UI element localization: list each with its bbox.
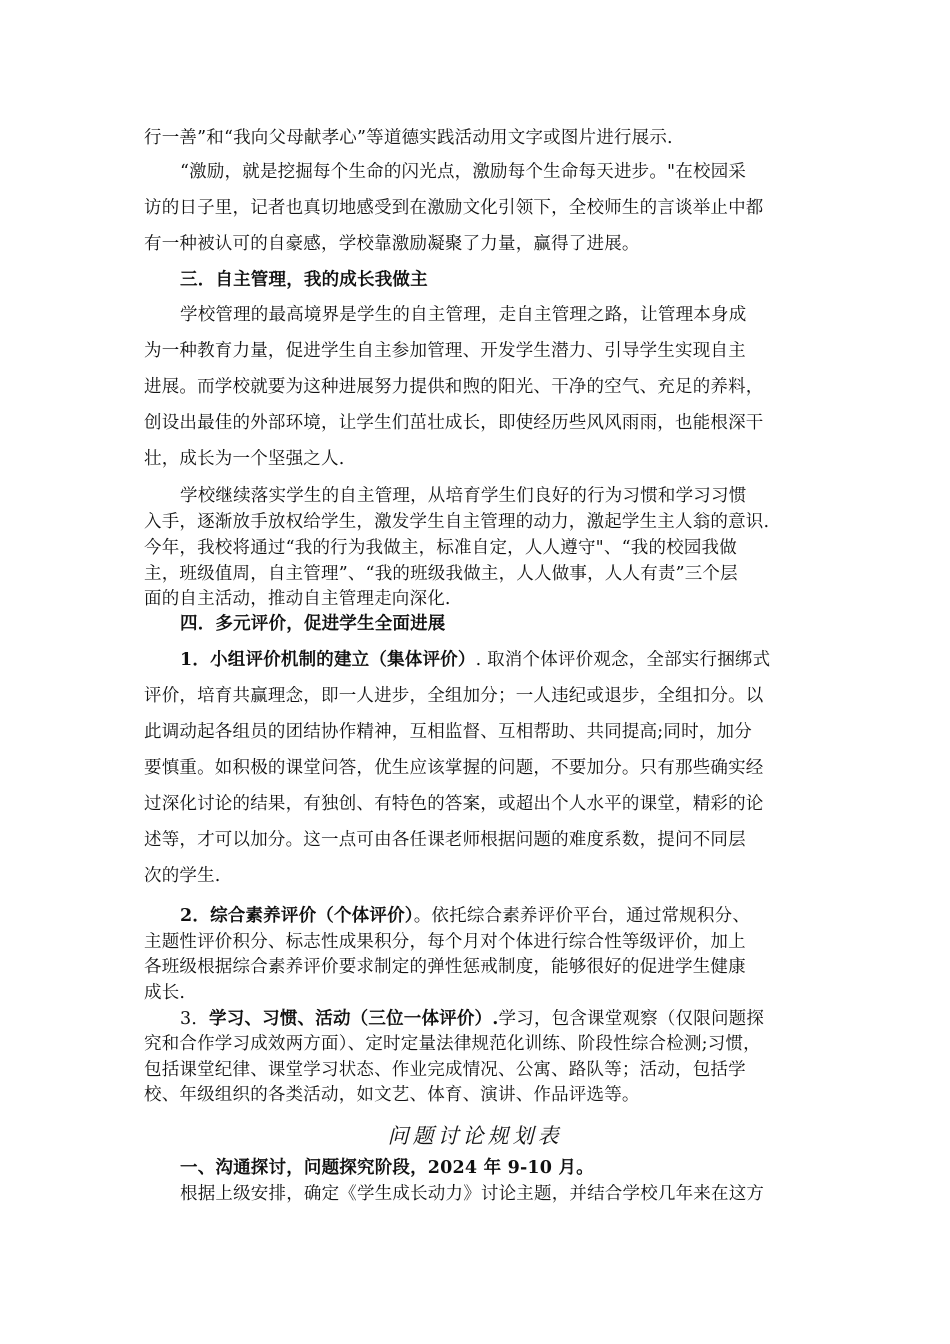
paragraph-line: 究和合作学习成效两方面）、定时定量法律规范化训练、阶段性综合检测;习惯， xyxy=(144,1034,761,1054)
paragraph-line: 根据上级安排，确定《学生成长动力》讨论主题，并结合学校几年来在这方 xyxy=(180,1184,765,1204)
paragraph-line: “激励，就是挖掘每个生命的闪光点，激励每个生命每天进步。"在校园采 xyxy=(180,162,747,182)
page-title: 问题讨论规划表 xyxy=(387,1124,563,1148)
subheading-text: 学习、习惯、活动（三位一体评价）. xyxy=(209,1009,499,1029)
paragraph-text: 学习，包含课堂观察（仅限问题探 xyxy=(498,1009,765,1029)
paragraph-line: 成长. xyxy=(144,983,186,1003)
paragraph-line: 学校管理的最高境界是学生的自主管理，走自主管理之路，让管理本身成 xyxy=(180,305,747,325)
paragraph-line: 访的日子里，记者也真切地感受到在激励文化引领下，全校师生的言谈举止中都 xyxy=(144,198,764,218)
paragraph-line xyxy=(180,906,814,926)
paragraph-line: 为一种教育力量，促进学生自主参加管理、开发学生潜力、引导学生实现自主 xyxy=(144,341,746,361)
paragraph-line: 有一种被认可的自豪感，学校靠激励凝聚了力量，赢得了进展。 xyxy=(144,234,640,254)
paragraph-line: 主题性评价积分、标志性成果积分，每个月对个体进行综合性等级评价，加上 xyxy=(144,932,746,952)
paragraph-line: 入手，逐渐放手放权给学生，激发学生自主管理的动力，激起学生主人翁的意识. xyxy=(144,512,770,532)
paragraph-line: 各班级根据综合素养评价要求制定的弹性惩戒制度，能够很好的促进学生健康 xyxy=(144,957,746,977)
section-heading: 四．多元评价，促进学生全面进展 xyxy=(180,614,446,634)
subheading-text: 2．综合素养评价（个体评价） xyxy=(180,906,414,926)
paragraph-line: 评价，培育共赢理念，即一人进步，全组加分；一人违纪或退步，全组扣分。以 xyxy=(144,686,764,706)
paragraph-line: 壮，成长为一个坚强之人. xyxy=(144,449,345,469)
paragraph-line: 过深化讨论的结果，有独创、有特色的答案，或超出个人水平的课堂，精彩的论 xyxy=(144,794,764,814)
paragraph-line: 次的学生. xyxy=(144,866,221,886)
section-heading: 一、沟通探讨，问题探究阶段，2024 年 9-10 月。 xyxy=(180,1158,594,1178)
paragraph-line: 此调动起各组员的团结协作精神，互相监督、互相帮助、共同提高;同时，加分 xyxy=(144,722,752,742)
paragraph-line xyxy=(180,650,814,670)
subheading-text: 1．小组评价机制的建立（集体评价） xyxy=(180,650,476,670)
paragraph-line: 校、年级组织的各类活动，如文艺、体育、演讲、作品评选等。 xyxy=(144,1085,640,1105)
paragraph-line: 进展。而学校就要为这种进展努力提供和煦的阳光、干净的空气、充足的养料， xyxy=(144,377,764,397)
paragraph-line: 述等，才可以加分。这一点可由各任课老师根据问题的难度系数，提问不同层 xyxy=(144,830,746,850)
paragraph-line: 创设出最佳的外部环境，让学生们茁壮成长，即使经历些风风雨雨，也能根深干 xyxy=(144,413,764,433)
paragraph-line: 主，班级值周，自主管理”、“我的班级我做主，人人做事，人人有责”三个层 xyxy=(144,564,738,584)
paragraph-line: 要慎重。如积极的课堂问答，优生应该掌握的问题，不要加分。只有那些确实经 xyxy=(144,758,764,778)
paragraph-text: . 取消个体评价观念，全部实行捆绑式 xyxy=(475,650,771,670)
paragraph-line: 面的自主活动，推动自主管理走向深化. xyxy=(144,589,451,609)
paragraph-text: 。依托综合素养评价平台，通过常规积分、 xyxy=(413,906,751,926)
paragraph-line: 行一善”和“我向父母献孝心”等道德实践活动用文字或图片进行展示. xyxy=(144,128,673,148)
paragraph-line: 学校继续落实学生的自主管理，从培育学生们良好的行为习惯和学习习惯 xyxy=(180,486,747,506)
paragraph-line xyxy=(180,1009,814,1029)
paragraph-line: 包括课堂纪律、课堂学习状态、作业完成情况、公寓、路队等；活动，包括学 xyxy=(144,1060,746,1080)
list-number: 3． xyxy=(180,1009,210,1029)
paragraph-line: 今年，我校将通过“我的行为我做主，标准自定，人人遵守"、“我的校园我做 xyxy=(144,538,737,558)
section-heading: 三．自主管理，我的成长我做主 xyxy=(180,270,428,290)
